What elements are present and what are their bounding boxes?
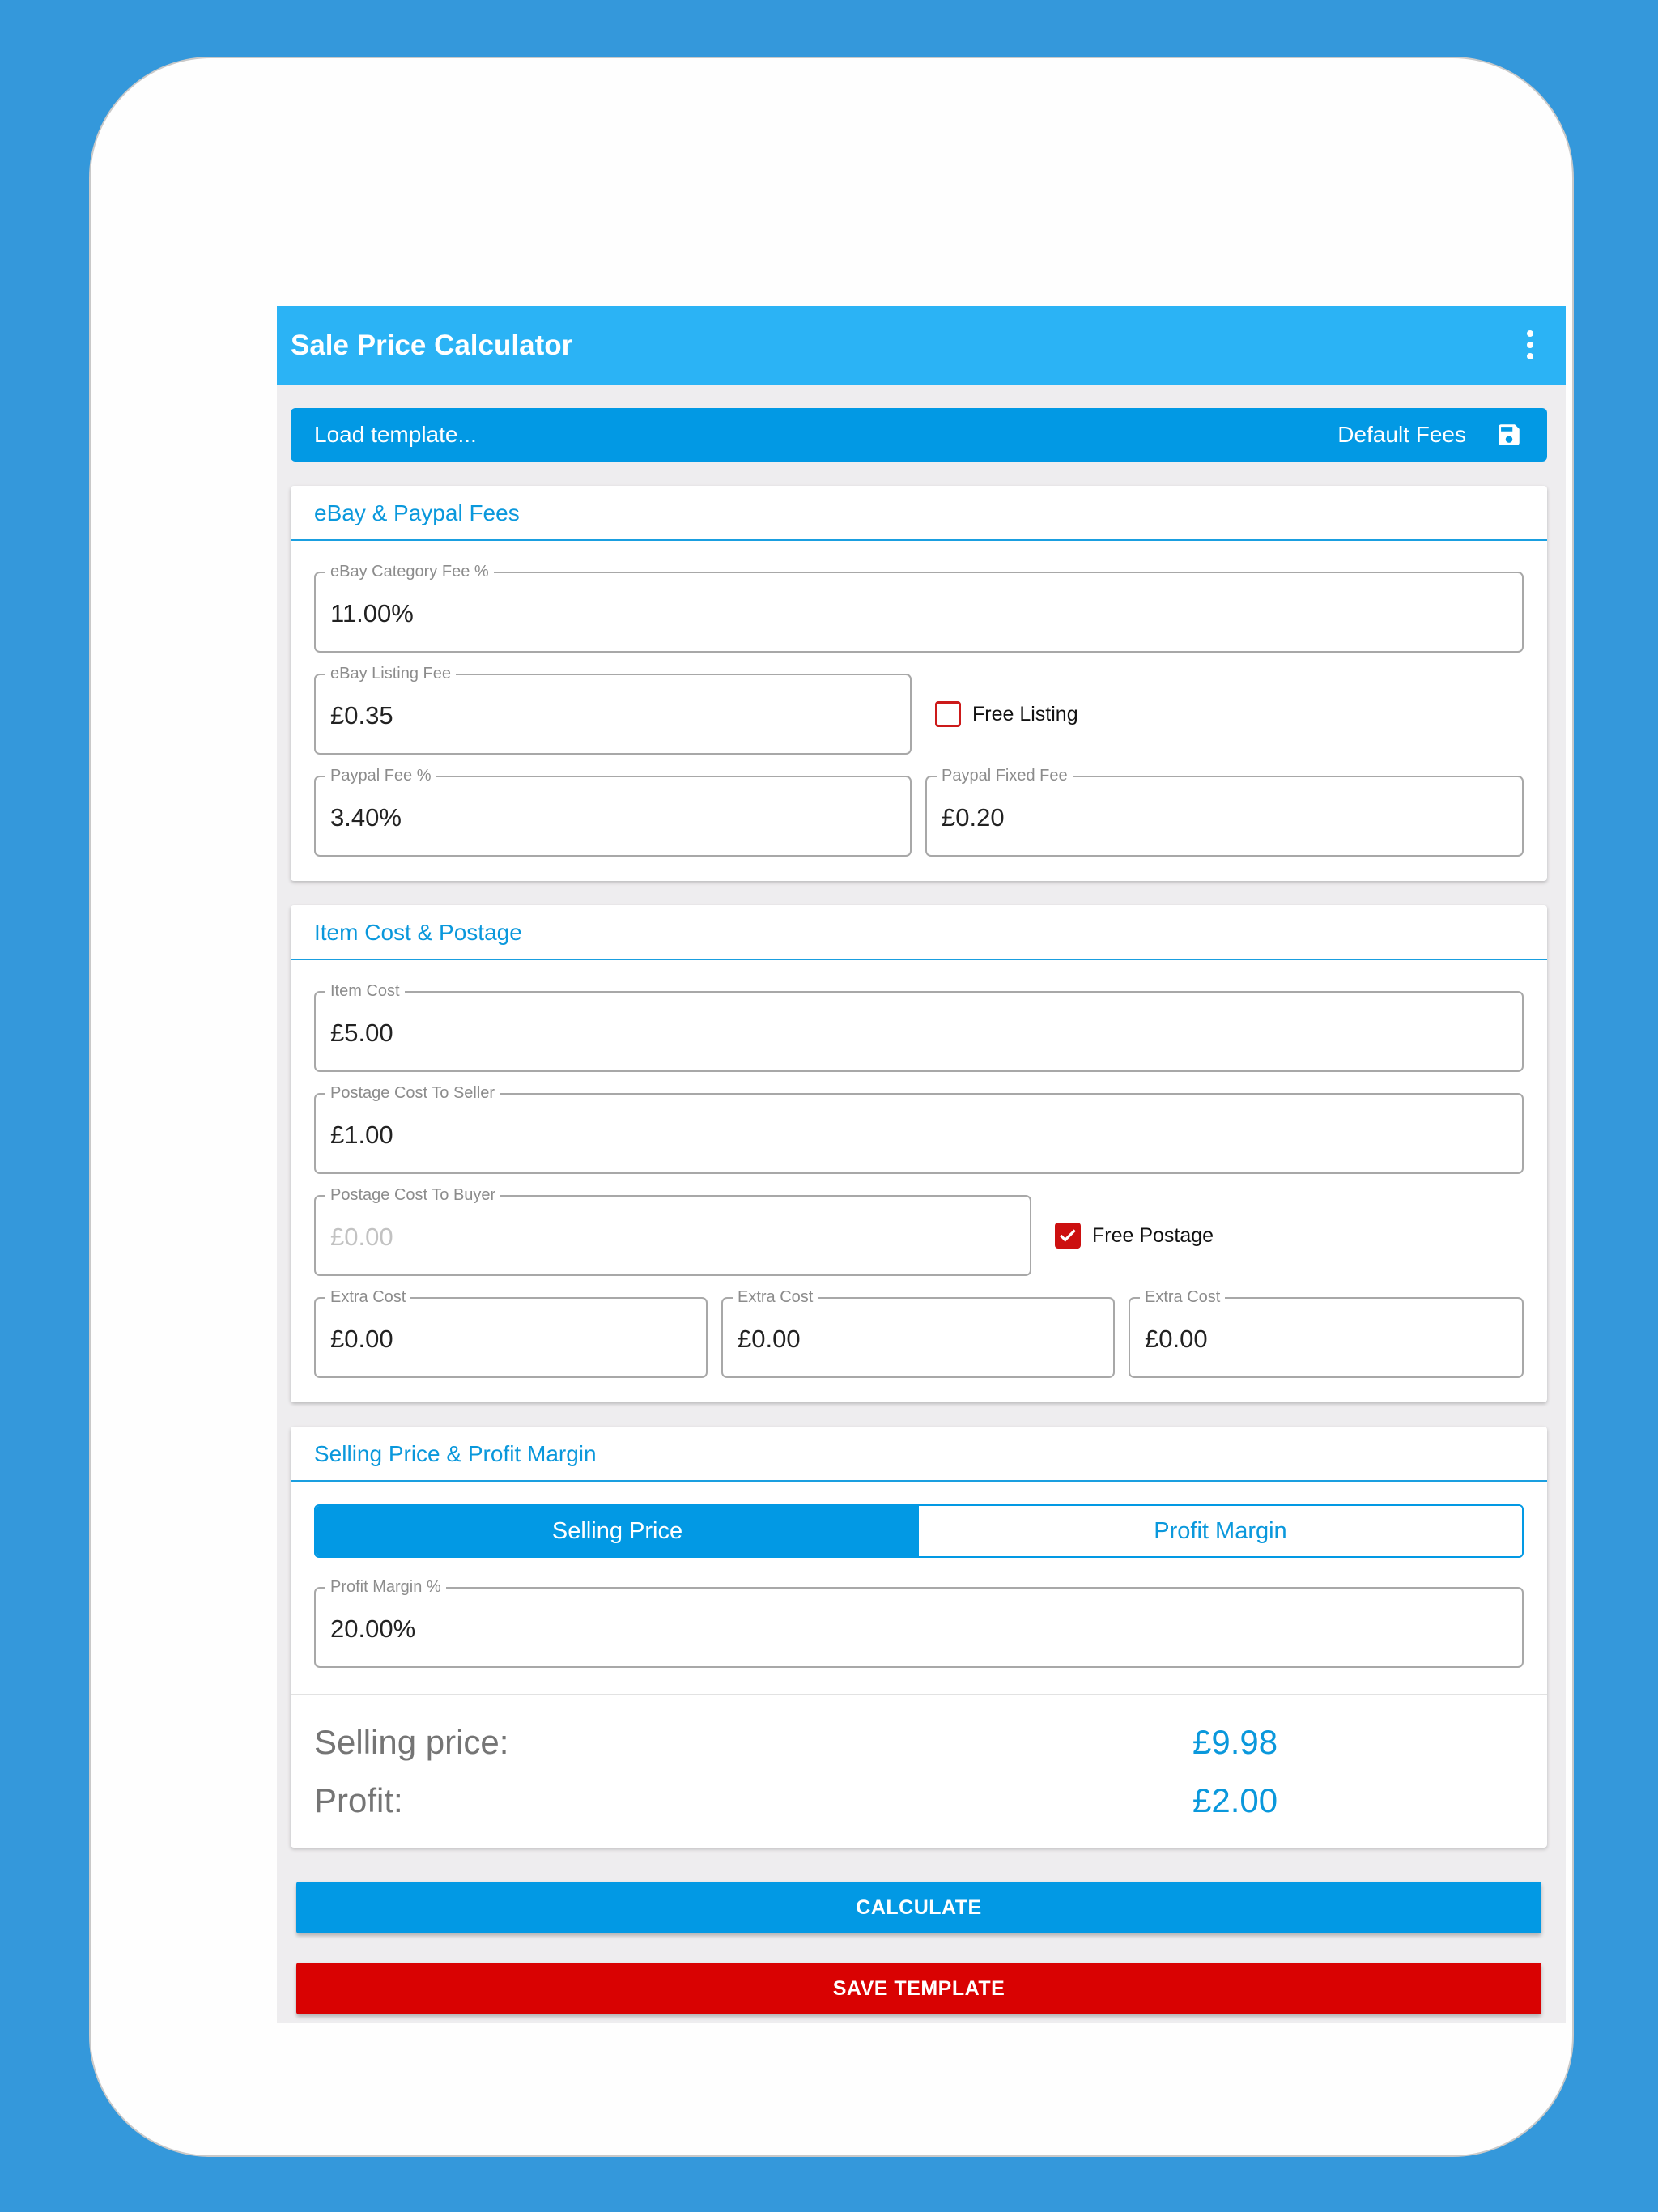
pricing-card-header bbox=[291, 1427, 1547, 1482]
fees-card bbox=[291, 486, 1547, 881]
free-listing-checkbox[interactable] bbox=[935, 701, 961, 727]
field-value[interactable]: 3.40% bbox=[330, 803, 402, 832]
floppy-disk-icon[interactable] bbox=[1495, 421, 1523, 449]
field-value[interactable]: £5.00 bbox=[330, 1019, 393, 1047]
fees-card-title: eBay & Paypal Fees bbox=[314, 500, 520, 525]
ebay-category-fee-field[interactable] bbox=[314, 563, 1524, 653]
app-screen bbox=[277, 306, 1566, 2023]
field-label: Extra Cost bbox=[325, 1287, 410, 1307]
postage-seller-field[interactable] bbox=[314, 1084, 1524, 1174]
ebay-listing-fee-field[interactable] bbox=[314, 665, 912, 755]
results-divider bbox=[291, 1694, 1547, 1695]
field-label: Item Cost bbox=[325, 981, 405, 1001]
postage-buyer-field bbox=[314, 1186, 1031, 1276]
price-mode-toggle bbox=[314, 1504, 1524, 1558]
field-label: Paypal Fee % bbox=[325, 766, 436, 785]
paypal-fixed-fee-field[interactable] bbox=[925, 767, 1524, 857]
extra-cost-field-3[interactable] bbox=[1129, 1288, 1524, 1378]
costs-card bbox=[291, 905, 1547, 1402]
profit-value: £2.00 bbox=[1192, 1781, 1278, 1819]
paypal-fee-field[interactable] bbox=[314, 767, 912, 857]
profit-label: Profit: bbox=[314, 1781, 403, 1819]
template-selector[interactable] bbox=[291, 408, 1547, 462]
app-bar bbox=[277, 306, 1566, 385]
check-icon bbox=[1057, 1225, 1078, 1246]
free-postage-label[interactable]: Free Postage bbox=[1092, 1224, 1214, 1247]
field-value[interactable]: 20.00% bbox=[330, 1614, 416, 1643]
field-label: Profit Margin % bbox=[325, 1577, 446, 1597]
app-title: Sale Price Calculator bbox=[291, 330, 573, 361]
field-label: Extra Cost bbox=[1140, 1287, 1225, 1307]
field-value[interactable]: £0.20 bbox=[942, 803, 1005, 832]
field-label: Postage Cost To Buyer bbox=[325, 1185, 500, 1205]
field-value[interactable]: £0.35 bbox=[330, 701, 393, 730]
extra-cost-field-2[interactable] bbox=[721, 1288, 1115, 1378]
costs-card-header bbox=[291, 905, 1547, 960]
pricing-card-title: Selling Price & Profit Margin bbox=[314, 1441, 597, 1466]
extra-cost-field-1[interactable] bbox=[314, 1288, 708, 1378]
pricing-card bbox=[291, 1427, 1547, 1848]
field-value[interactable]: £0.00 bbox=[1145, 1325, 1208, 1353]
field-label: eBay Listing Fee bbox=[325, 664, 456, 683]
free-postage-checkbox[interactable] bbox=[1055, 1223, 1081, 1249]
selling-price-value: £9.98 bbox=[1192, 1723, 1278, 1761]
free-listing-label[interactable]: Free Listing bbox=[972, 703, 1078, 725]
selected-template-label[interactable]: Default Fees bbox=[1337, 422, 1466, 447]
field-value[interactable]: £1.00 bbox=[330, 1121, 393, 1149]
tab-profit-margin[interactable]: Profit Margin bbox=[919, 1506, 1522, 1556]
field-label: Postage Cost To Seller bbox=[325, 1083, 500, 1103]
selling-price-label: Selling price: bbox=[314, 1723, 509, 1761]
calculate-button[interactable]: CALCULATE bbox=[296, 1882, 1541, 1933]
profit-margin-field[interactable] bbox=[314, 1578, 1524, 1668]
load-template-label[interactable]: Load template... bbox=[314, 422, 477, 447]
more-vert-icon[interactable] bbox=[1522, 329, 1538, 361]
fees-card-header bbox=[291, 486, 1547, 541]
field-label: eBay Category Fee % bbox=[325, 562, 494, 581]
field-label: Paypal Fixed Fee bbox=[937, 766, 1073, 785]
field-value: £0.00 bbox=[330, 1223, 393, 1251]
item-cost-field[interactable] bbox=[314, 982, 1524, 1072]
field-value[interactable]: £0.00 bbox=[738, 1325, 801, 1353]
field-value[interactable]: £0.00 bbox=[330, 1325, 393, 1353]
save-template-button[interactable]: SAVE TEMPLATE bbox=[296, 1963, 1541, 2014]
field-label: Extra Cost bbox=[733, 1287, 818, 1307]
field-value[interactable]: 11.00% bbox=[330, 599, 414, 627]
costs-card-title: Item Cost & Postage bbox=[314, 920, 522, 945]
tab-selling-price[interactable]: Selling Price bbox=[316, 1506, 919, 1556]
tablet-frame bbox=[89, 57, 1574, 2157]
